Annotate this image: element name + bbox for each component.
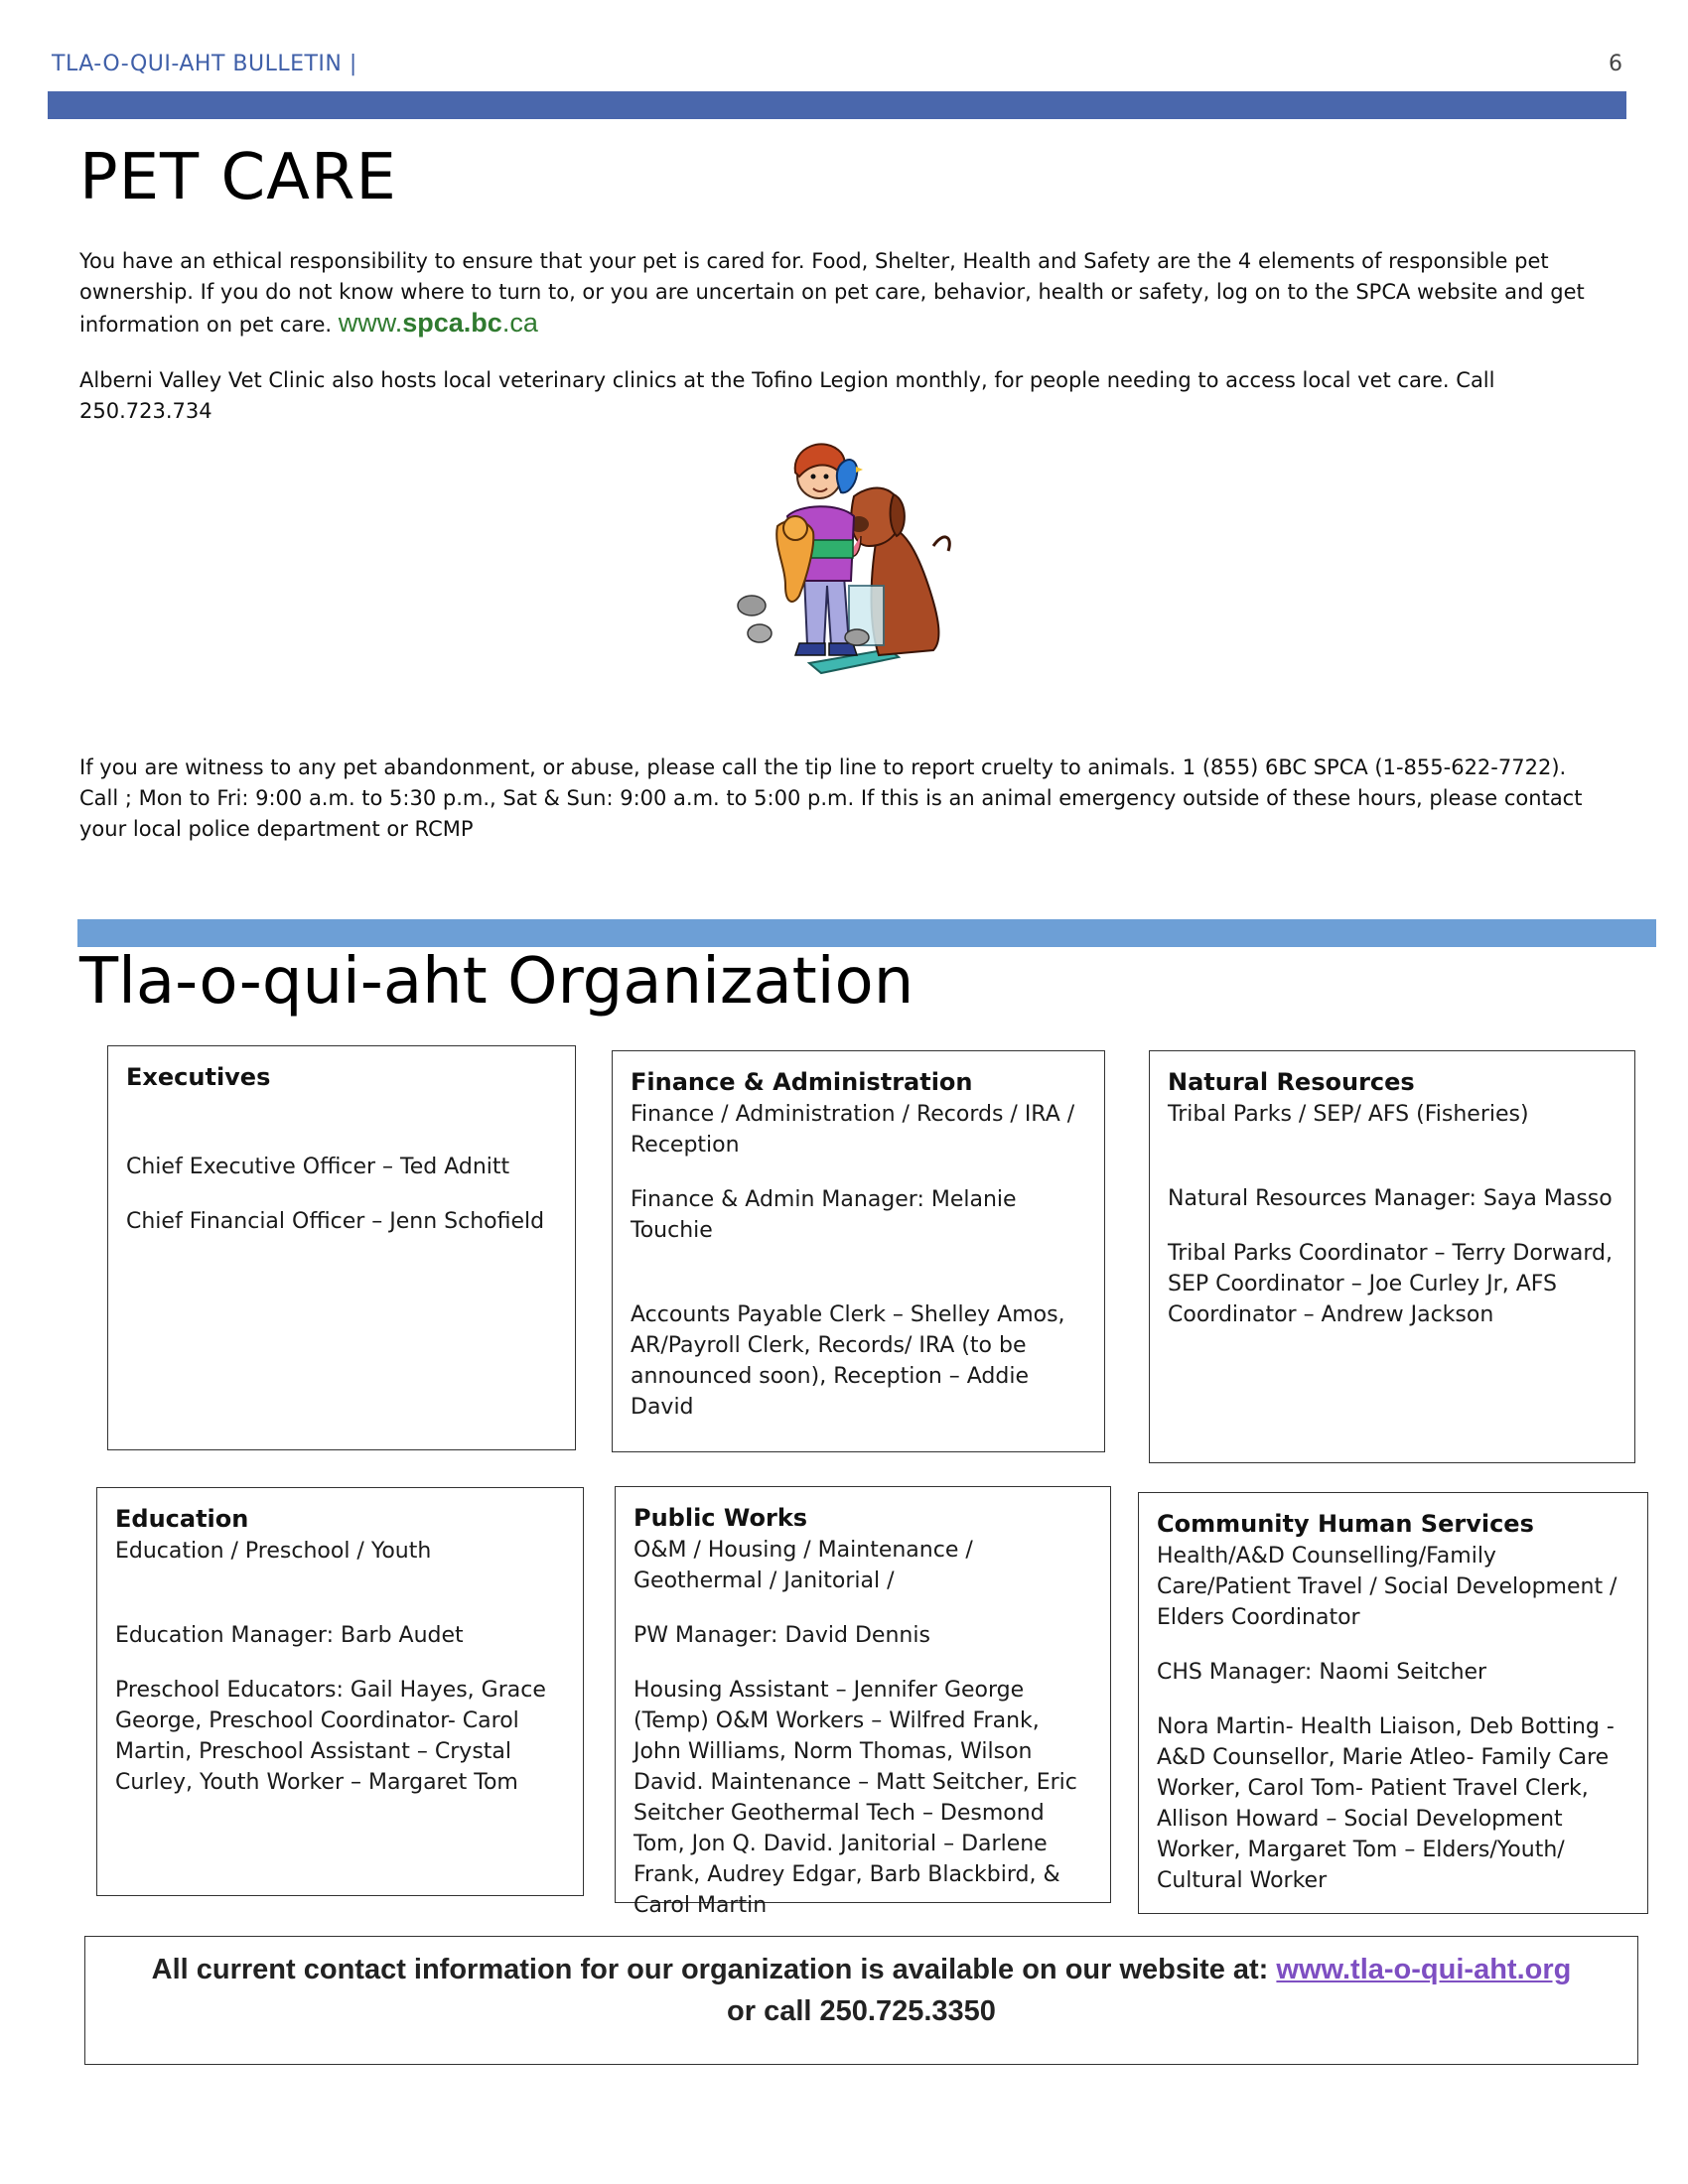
public-works-box — [615, 1486, 1111, 1918]
finance-box — [612, 1050, 1105, 1452]
natural-resources-staff: Tribal Parks Coordinator – Terry Dorward, SEP Coordinator – Joe Curley Jr, AFS Coordinator – Andrew Jackson — [1168, 1241, 1613, 1327]
chs-title: Community Human Services — [1157, 1510, 1534, 1538]
contact-phone: or call 250.725.3350 — [727, 1995, 996, 2027]
pet-care-paragraph-3: If you are witness to any pet abandonment, or abuse, please call the tip line to report cruelty to animals. 1 (855) 6BC SPCA (1-855-622-7722). Call ; Mon to Fri: 9:00 a.m. to 5:30 p.m., Sat & Sun: 9:00 a.m. to 5:00 p.m. If this is an animal emergency outside of these hours, please contact your local police department or RCMP — [79, 755, 1583, 841]
finance-subtitle: Finance / Administration / Records / IRA / Reception — [631, 1102, 1075, 1158]
contact-line-1 — [85, 1949, 1637, 1990]
website-link[interactable]: www.tla-o-qui-aht.org — [1276, 1954, 1572, 1985]
pet-care-heading: PET CARE — [79, 141, 397, 214]
pet-care-paragraph-2: Alberni Valley Vet Clinic also hosts local veterinary clinics at the Tofino Legion monthly, for people needing to access local vet care. Call 250.723.734 — [79, 368, 1495, 423]
organization-heading: Tla-o-qui-aht Organization — [79, 945, 914, 1019]
finance-manager: Finance & Admin Manager: Melanie Touchie — [631, 1187, 1017, 1243]
public-works-title: Public Works — [633, 1504, 808, 1532]
education-title: Education — [115, 1505, 249, 1533]
natural-resources-subtitle: Tribal Parks / SEP/ AFS (Fisheries) — [1168, 1102, 1529, 1127]
natural-resources-manager: Natural Resources Manager: Saya Masso — [1168, 1186, 1613, 1211]
finance-staff: Accounts Payable Clerk – Shelley Amos, AR/Payroll Clerk, Records/ IRA (to be announced soon), Reception – Addie David — [631, 1302, 1065, 1420]
page-number: 6 — [1609, 52, 1622, 76]
public-works-staff: Housing Assistant – Jennifer George (Temp) O&M Workers – Wilfred Frank, John Williams, Norm Thomas, Wilson David. Maintenance – Matt Seitcher, Eric Seitcher Geothermal Tech – Desmond Tom, Jon Q. David. Janitorial – Darlene Frank, Audrey Edgar, Barb Blackbird, & Carol Martin — [633, 1678, 1077, 1918]
chs-staff: Nora Martin- Health Liaison, Deb Botting - A&D Counsellor, Marie Atleo- Family Care Worker, Carol Tom- Patient Travel Clerk, Allison Howard – Social Development Worker, Margaret Tom – Elders/Youth/ Cultural Worker — [1157, 1714, 1615, 1893]
chs-box — [1138, 1492, 1648, 1914]
ceo-line: Chief Executive Officer – Ted Adnitt — [126, 1155, 510, 1179]
education-staff: Preschool Educators: Gail Hayes, Grace George, Preschool Coordinator- Carol Martin, Preschool Assistant – Crystal Curley, Youth Worker – Margaret Tom — [115, 1678, 546, 1795]
chs-manager: CHS Manager: Naomi Seitcher — [1157, 1660, 1487, 1685]
public-works-subtitle: O&M / Housing / Maintenance / Geothermal / Janitorial / — [633, 1538, 973, 1593]
natural-resources-title: Natural Resources — [1168, 1068, 1415, 1096]
header-bar — [48, 91, 1626, 119]
bulletin-title: TLA-O-QUI-AHT BULLETIN | — [52, 52, 357, 76]
contact-box — [84, 1936, 1638, 2065]
pet-care-paragraph-1 — [79, 246, 1609, 341]
natural-resources-box — [1149, 1050, 1635, 1463]
pet-care-text-1: You have an ethical responsibility to ensure that your pet is cared for. Food, Shelter, Health and Safety are the 4 elements of responsible pet ownership. If you do not know where to turn to, or you are uncertain on pet care, behavior, health or safety, log on to the SPCA website and get information on pet care. — [79, 249, 1585, 337]
cfo-line: Chief Financial Officer – Jenn Schofield — [126, 1209, 545, 1234]
education-manager: Education Manager: Barb Audet — [115, 1623, 464, 1648]
public-works-manager: PW Manager: David Dennis — [633, 1623, 930, 1648]
executives-box — [107, 1045, 576, 1450]
executives-title: Executives — [126, 1063, 271, 1091]
chs-subtitle: Health/A&D Counselling/Family Care/Patient Travel / Social Development / Elders Coordinator — [1157, 1544, 1618, 1630]
contact-text: All current contact information for our organization is available on our website at: — [151, 1954, 1269, 1985]
spca-link[interactable]: www.spca.bc.ca — [338, 308, 538, 338]
pet-owner-illustration — [730, 437, 963, 675]
section-bar — [77, 919, 1656, 947]
education-subtitle: Education / Preschool / Youth — [115, 1539, 432, 1564]
education-box — [96, 1487, 584, 1896]
finance-title: Finance & Administration — [631, 1068, 973, 1096]
